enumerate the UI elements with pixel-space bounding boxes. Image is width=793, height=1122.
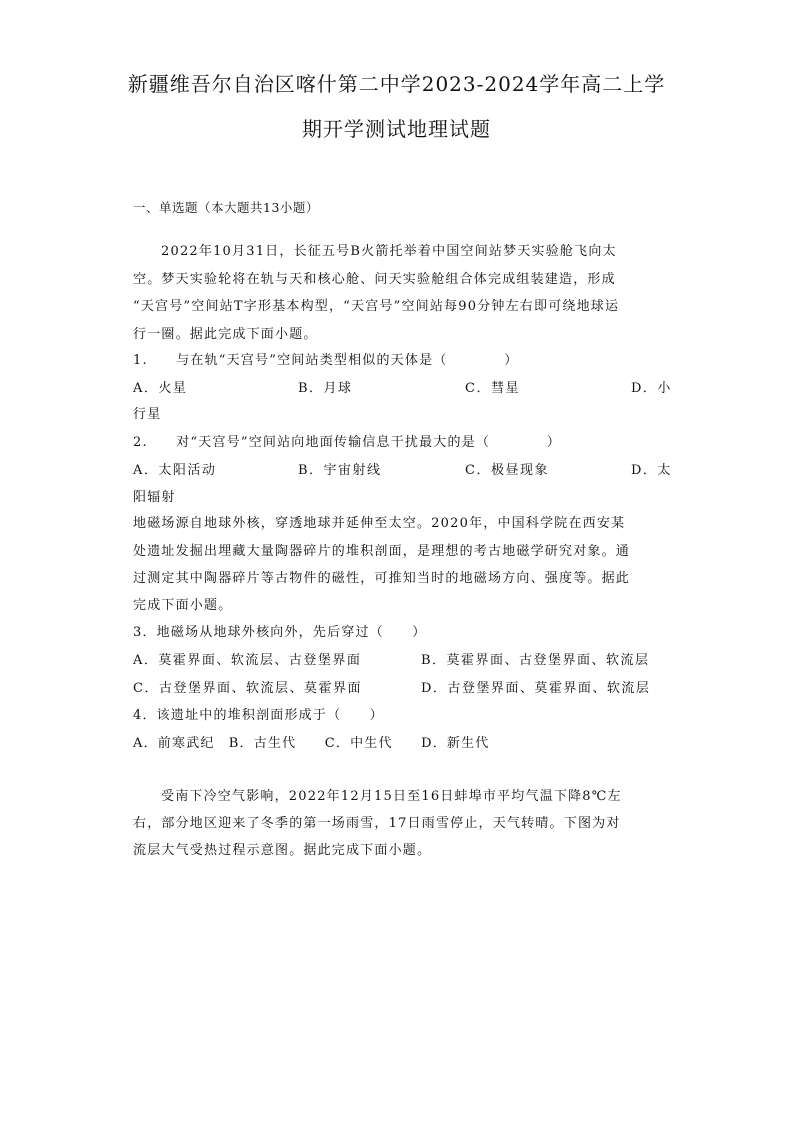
question-1-option-d: D．小 xyxy=(631,381,672,396)
passage-3-line: 流层大气受热过程示意图。据此完成下面小题。 xyxy=(133,843,432,858)
question-2-stem: 2. 对“天宫号”空间站向地面传输信息干扰最大的是（ ） xyxy=(133,435,562,450)
question-1-option-b: B．月球 xyxy=(298,381,353,396)
question-2-option-d-wrap: 阳辐射 xyxy=(133,490,176,505)
passage-1-line: “天宫号”空间站T字形基本构型，“天宫号”空间站每90分钟左右即可绕地球运 xyxy=(133,299,620,314)
passage-2-line: 完成下面小题。 xyxy=(133,598,233,613)
passage-1-line: 空。梦天实验轮将在轨与天和核心舱、问天实验舱组合体完成组装建造，形成 xyxy=(133,272,616,287)
question-3-option-b: B．莫霍界面、古登堡界面、软流层 xyxy=(421,653,650,668)
document-title-line-1: 新疆维吾尔自治区喀什第二中学2023-2024学年高二上学 xyxy=(127,72,666,96)
question-3-stem: 3．地磁场从地球外核向外，先后穿过（ ） xyxy=(133,625,427,640)
passage-2-line: 地磁场源自地球外核，穿透地球并延伸至太空。2020年，中国科学院在西安某 xyxy=(133,516,626,531)
question-2-option-c: C．极昼现象 xyxy=(465,463,549,478)
passage-2-line: 过测定其中陶器碎片等古物件的磁性，可推知当时的地磁场方向、强度等。据此 xyxy=(133,571,631,586)
section-header: 一、单选题（本大题共13小题） xyxy=(133,200,319,215)
passage-3-line: 受南下冷空气影响，2022年12月15日至16日蚌埠市平均气温下降8℃左 xyxy=(161,789,622,804)
question-2-option-d: D．太 xyxy=(631,463,672,478)
passage-1-line: 2022年10月31日，长征五号B火箭托举着中国空间站梦天实验舱飞向太 xyxy=(161,244,617,259)
question-2-option-a: A．太阳活动 xyxy=(133,463,217,478)
document-title-line-2: 期开学测试地理试题 xyxy=(302,117,491,141)
passage-1-line: 行一圈。据此完成下面小题。 xyxy=(133,327,318,342)
question-1-option-c: C．彗星 xyxy=(465,381,520,396)
question-3-option-c: C．古登堡界面、软流层、莫霍界面 xyxy=(133,681,362,696)
question-1-stem: 1. 与在轨“天宫号”空间站类型相似的天体是（ ） xyxy=(133,353,519,368)
question-4-options: A．前寒武纪 B．古生代 C．中生代 D．新生代 xyxy=(133,736,490,751)
question-3-option-a: A．莫霍界面、软流层、古登堡界面 xyxy=(133,653,362,668)
question-3-option-d: D．古登堡界面、莫霍界面、软流层 xyxy=(421,681,651,696)
passage-3-line: 右，部分地区迎来了冬季的第一场雨雪，17日雨雪停止，天气转晴。下图为对 xyxy=(133,816,621,831)
question-2-option-b: B．宇宙射线 xyxy=(298,463,382,478)
passage-2-line: 处遗址发掘出埋藏大量陶器碎片的堆积剖面，是理想的考古地磁学研究对象。通 xyxy=(133,544,631,559)
question-1-option-a: A．火星 xyxy=(133,381,188,396)
question-4-stem: 4．该遗址中的堆积剖面形成于（ ） xyxy=(133,708,384,723)
question-1-option-d-wrap: 行星 xyxy=(133,407,162,422)
